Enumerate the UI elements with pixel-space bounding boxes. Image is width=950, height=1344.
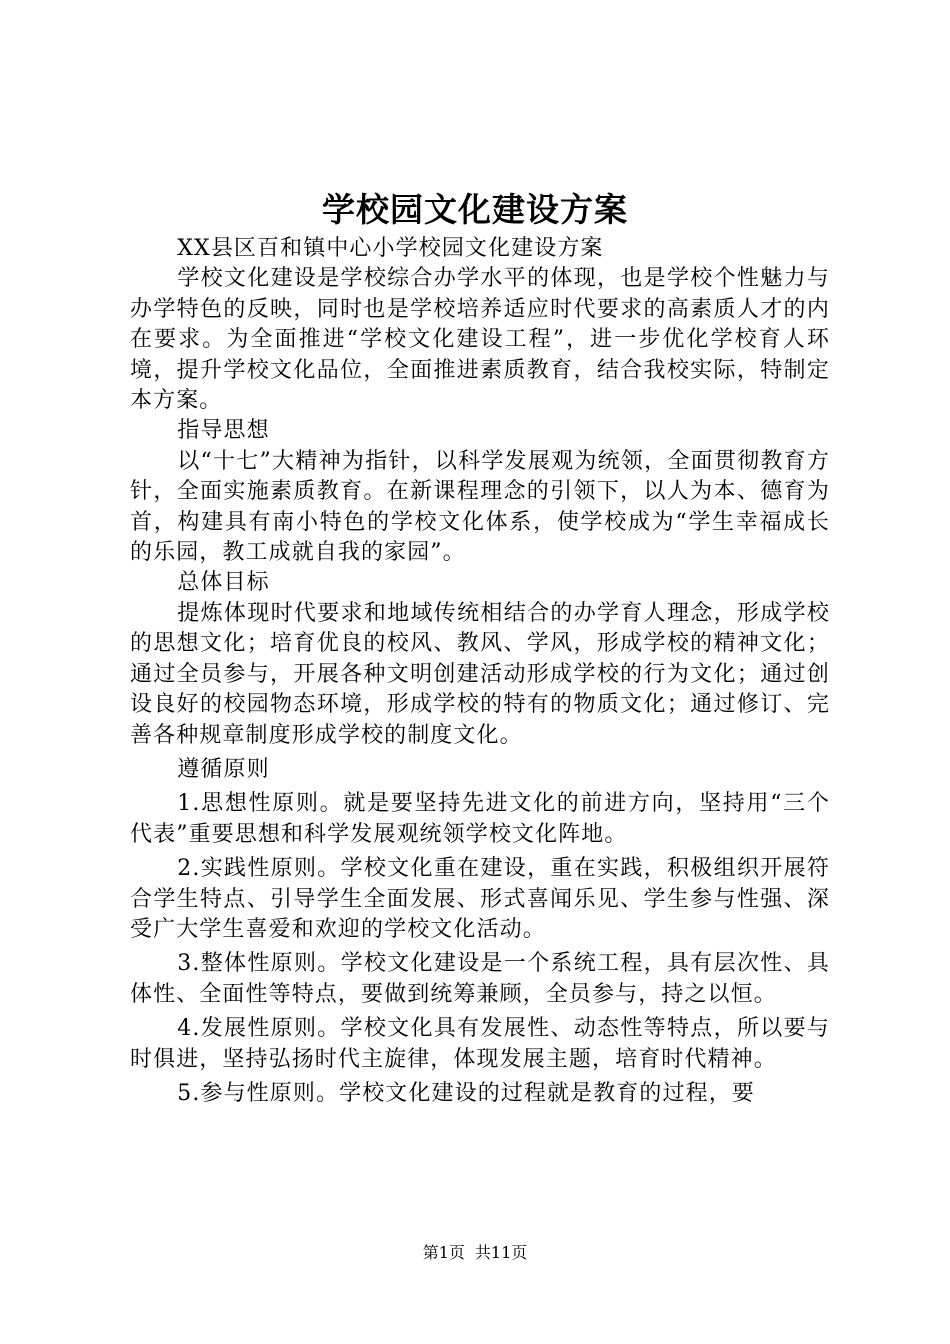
paragraph-overall-goal: 提炼体现时代要求和地域传统相结合的办学育人理念，形成学校的思想文化；培育优良的校风、教风、学风，形成学校的精神文化；通过全员参与，开展各种文明创建活动形成学校的行为文化；通过创设良好的校园物态环境，形成学校的特有的物质文化；通过修订、完善各种规章制度形成学校的制度文化。 — [130, 600, 830, 748]
document-title: 学校园文化建设方案 — [322, 190, 628, 229]
page-total: 共11页 — [474, 1243, 528, 1262]
heading-overall-goal: 总体目标 — [177, 570, 270, 596]
paragraph-guiding-thought: 以“十七”大精神为指针，以科学发展观为统领，全面贯彻教育方针，全面实施素质教育。在新课程理念的引领下，以人为本、德育为首，构建具有南小特色的学校文化体系，使学校成为“学生幸福成长的乐园，教工成就自我的家园”。 — [130, 448, 830, 566]
paragraph-principle-1: 1.思想性原则。就是要坚持先进文化的前进方向，坚持用“三个代表”重要思想和科学发展观统领学校文化阵地。 — [130, 791, 830, 847]
paragraph-subtitle: XX县区百和镇中心小学校园文化建设方案 — [177, 236, 604, 261]
paragraph-principle-3: 3.整体性原则。学校文化建设是一个系统工程，具有层次性、具体性、全面性等特点，要做到统筹兼顾，全员参与，持之以恒。 — [130, 951, 830, 1007]
document-body — [130, 234, 830, 1109]
paragraph-principle-2: 2.实践性原则。学校文化重在建设，重在实践，积极组织开展符合学生特点、引导学生全面发展、形式喜闻乐见、学生参与性强、深受广大学生喜爱和欢迎的学校文化活动。 — [130, 856, 830, 942]
paragraph-principle-4: 4.发展性原则。学校文化具有发展性、动态性等特点，所以要与时俱进，坚持弘扬时代主旋律，体现发展主题，培育时代精神。 — [130, 1016, 830, 1072]
page-footer — [0, 1241, 950, 1265]
heading-guiding-thought: 指导思想 — [177, 418, 270, 444]
paragraph-principle-5: 5.参与性原则。学校文化建设的过程就是教育的过程，要 — [177, 1080, 755, 1106]
heading-principles: 遵循原则 — [177, 756, 270, 782]
paragraph-intro: 学校文化建设是学校综合办学水平的体现，也是学校个性魅力与办学特色的反映，同时也是学校培养适应时代要求的高素质人才的内在要求。为全面推进“学校文化建设工程”，进一步优化学校育人环境，提升学校文化品位，全面推进素质教育，结合我校实际，特制定本方案。 — [130, 266, 830, 414]
page-number: 第1页 — [422, 1243, 465, 1262]
